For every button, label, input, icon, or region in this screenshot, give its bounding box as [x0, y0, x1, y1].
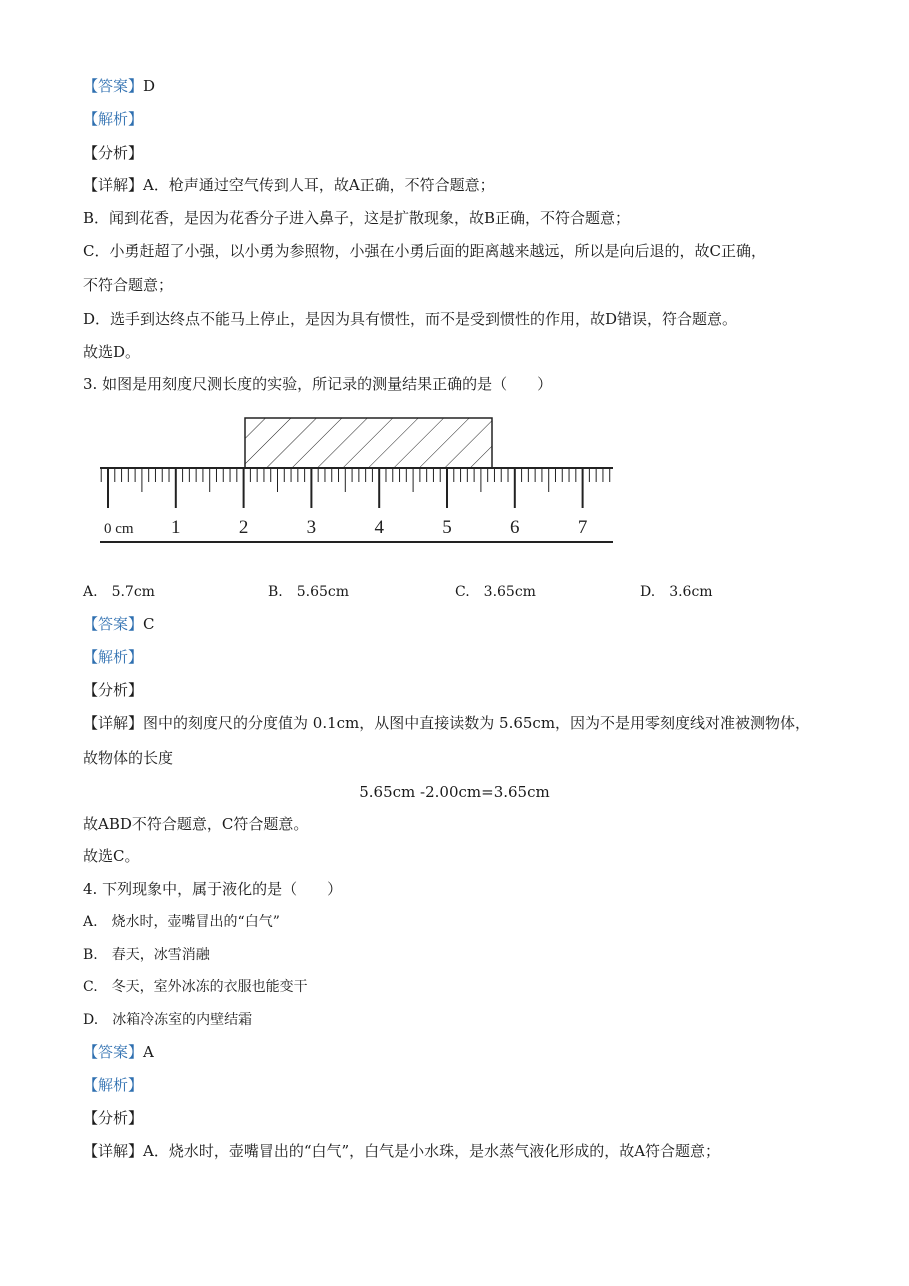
detail-line-d: D．选手到达终点不能马上停止，是因为具有惯性，而不是受到惯性的作用，故D错误，符合题意。 — [83, 310, 738, 328]
option-b — [268, 582, 349, 602]
detail-line-c1: C．小勇赶超了小强，以小勇为参照物，小强在小勇后面的距离越来越远，所以是向后退的，故C正确， — [83, 242, 766, 260]
option-letter: C. — [455, 584, 470, 600]
answer-line — [83, 614, 155, 634]
option-letter: B. — [83, 947, 98, 963]
ruler-label: 0 cm — [104, 521, 134, 537]
option-text: 3.6cm — [669, 584, 713, 600]
answer-value: A — [143, 1043, 154, 1061]
detail-tag: 【详解】 — [83, 176, 144, 194]
detail-text: A．烧水时，壶嘴冒出的“白气”，白气是小水珠，是水蒸气液化形成的，故A符合题意； — [143, 1142, 721, 1160]
answer-tag: 【答案】 — [83, 1043, 144, 1061]
option-text: 3.65cm — [483, 584, 536, 600]
answer-line — [83, 76, 155, 96]
ruler-label: 2 — [238, 517, 249, 538]
option-a — [83, 582, 155, 602]
option-letter: A. — [83, 584, 98, 600]
option-c — [455, 582, 536, 602]
analysis-tag: 【解析】 — [83, 110, 144, 128]
question-stem: 4. 下列现象中，属于液化的是（ ） — [83, 880, 343, 898]
fenxi-heading: 【分析】 — [83, 144, 144, 162]
option-text: 春天，冰雪消融 — [111, 947, 210, 963]
option-letter: C. — [83, 979, 98, 995]
ruler-label: 3 — [306, 517, 317, 538]
ruler-label: 4 — [374, 517, 384, 538]
detail-line — [83, 1141, 720, 1161]
ruler-label: 7 — [577, 517, 588, 538]
answer-tag: 【答案】 — [83, 615, 144, 633]
answer-line — [83, 1042, 154, 1062]
option-letter: D. — [640, 584, 656, 600]
formula: 5.65cm -2.00cm=3.65cm — [359, 783, 550, 801]
detail-text: A．枪声通过空气传到人耳，故A正确，不符合题意； — [143, 176, 495, 194]
detail-line-2: 故物体的长度 — [83, 749, 174, 767]
option-d — [640, 582, 713, 602]
analysis-tag: 【解析】 — [83, 648, 144, 666]
ruler-figure — [95, 410, 620, 550]
detail-text: 图中的刻度尺的分度值为 0.1cm，从图中直接读数为 5.65cm，因为不是用零刻度线对准被测物体， — [143, 714, 811, 732]
fenxi-heading: 【分析】 — [83, 1109, 144, 1127]
option-letter: B. — [268, 584, 283, 600]
detail-tag: 【详解】 — [83, 714, 144, 732]
option-text: 冰箱冷冻室的内壁结霜 — [112, 1012, 253, 1028]
ruler-ticks — [101, 468, 609, 508]
answer-tag: 【答案】 — [83, 77, 144, 95]
detail-line-c2: 不符合题意； — [83, 276, 174, 294]
detail-tag: 【详解】 — [83, 1142, 144, 1160]
option-b — [83, 945, 210, 965]
ruler-label: 6 — [510, 517, 520, 538]
choice-line: 故选C。 — [83, 847, 140, 865]
option-text: 烧水时，壶嘴冒出的“白气” — [111, 914, 280, 930]
analysis-tag: 【解析】 — [83, 1076, 144, 1094]
detail-line — [83, 175, 495, 195]
option-text: 冬天，室外冰冻的衣服也能变干 — [111, 979, 308, 995]
option-text: 5.65cm — [296, 584, 350, 600]
detail-line — [83, 713, 810, 733]
answer-value: D — [143, 77, 156, 95]
choice-line: 故选D。 — [83, 343, 141, 361]
measured-block — [245, 418, 492, 468]
option-letter: D. — [83, 1012, 99, 1028]
fenxi-heading: 【分析】 — [83, 681, 144, 699]
option-text: 5.7cm — [111, 584, 155, 600]
answer-value: C — [143, 615, 155, 633]
detail-line-b: B．闻到花香，是因为花香分子进入鼻子，这是扩散现象，故B正确，不符合题意； — [83, 209, 631, 227]
option-d — [83, 1010, 252, 1030]
conclusion-line: 故ABD不符合题意，C符合题意。 — [83, 815, 309, 833]
ruler-labels — [104, 517, 587, 538]
option-a — [83, 912, 280, 932]
option-c — [83, 977, 308, 997]
ruler-label: 5 — [442, 517, 452, 538]
question-stem: 3. 如图是用刻度尺测长度的实验，所记录的测量结果正确的是（ ） — [83, 375, 553, 393]
option-letter: A. — [83, 914, 98, 930]
ruler-label: 1 — [171, 517, 181, 538]
